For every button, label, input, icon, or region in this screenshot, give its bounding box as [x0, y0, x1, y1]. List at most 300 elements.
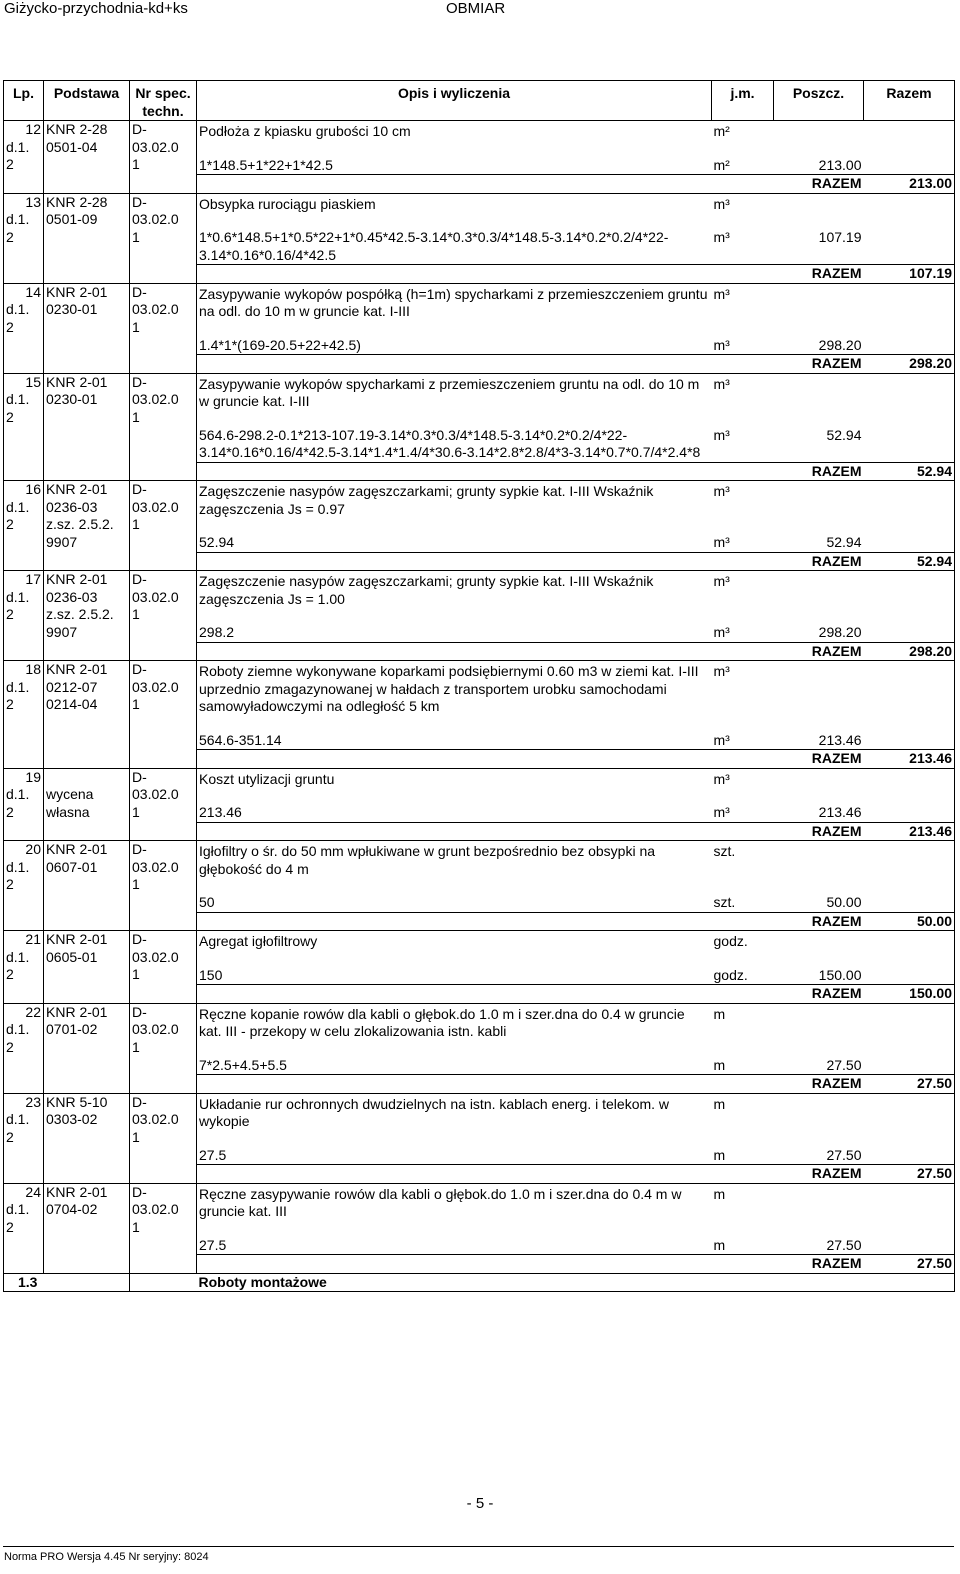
item-lp-number: 15	[25, 373, 41, 390]
item-row	[4, 481, 955, 535]
empty-cell	[197, 462, 712, 480]
calc-poszcz: 213.00	[818, 156, 862, 173]
calc-unit: m²	[713, 156, 730, 173]
empty-cell	[197, 985, 712, 1003]
podstawa-line: 0701-02	[46, 1021, 98, 1037]
empty-cell	[774, 193, 864, 229]
nr-spec-line: 03.02.0	[132, 1021, 179, 1037]
item-lp-number: 22	[25, 1003, 41, 1020]
empty-cell	[712, 642, 774, 660]
item-nr-spec	[130, 283, 197, 373]
item-podstawa	[44, 481, 130, 571]
item-calculation: 298.2	[199, 624, 235, 640]
nr-spec-line: 1	[132, 228, 140, 245]
item-row	[4, 841, 955, 895]
calc-poszcz: 298.20	[818, 624, 862, 640]
podstawa-line: 0303-02	[46, 1111, 98, 1127]
empty-cell	[197, 552, 712, 570]
empty-cell	[712, 912, 774, 930]
podstawa-line: KNR 2-01	[46, 481, 108, 497]
item-nr-spec	[130, 931, 197, 1003]
item-description: Ręczne kopanie rowów dla kabli o głębok.do 1.0 m i szer.dna do 0.4 w gruncie kat. III - przekopy w celu zlokalizowania istn. kabli	[199, 1005, 685, 1039]
podstawa-line: KNR 2-01	[46, 283, 108, 300]
razem-label: RAZEM	[774, 1255, 864, 1273]
podstawa-line: KNR 2-01	[46, 661, 108, 677]
empty-cell	[864, 661, 955, 732]
item-row	[4, 661, 955, 732]
item-podstawa	[44, 931, 130, 1003]
item-lp-sub2: 2	[6, 1128, 14, 1145]
item-lp-sub2: 2	[6, 318, 14, 335]
item-calculation: 150	[199, 966, 223, 983]
item-lp	[4, 768, 44, 840]
item-calculation: 1*0.6*148.5+1*0.5*22+1*0.45*42.5-3.14*0.3*0.3/4*148.5-3.14*0.2*0.2/4*22-3.14*0.16*0.16/4*42.5	[199, 229, 669, 263]
item-podstawa	[44, 193, 130, 283]
calc-unit: m³	[713, 534, 730, 550]
empty-cell	[864, 804, 955, 822]
calc-unit: m	[713, 1146, 726, 1163]
empty-cell	[712, 750, 774, 768]
podstawa-line: 0214-04	[46, 696, 98, 712]
podstawa-line: KNR 2-28	[46, 121, 108, 137]
calc-unit: m	[713, 1056, 726, 1073]
item-calculation: 7*2.5+4.5+5.5	[199, 1056, 287, 1073]
item-lp-number: 14	[25, 283, 41, 300]
item-lp-sub2: 2	[6, 696, 14, 712]
item-unit: m³	[713, 285, 730, 302]
footer-text: Norma PRO Wersja 4.45 Nr seryjny: 8024	[4, 1551, 209, 1563]
nr-spec-line: D-	[132, 373, 147, 390]
podstawa-line: 0605-01	[46, 948, 98, 965]
podstawa-line: własna	[46, 803, 90, 820]
podstawa-line: 0236-03	[46, 498, 98, 515]
item-lp-sub: d.1.	[6, 1021, 30, 1037]
podstawa-line: KNR 2-01	[46, 931, 108, 947]
podstawa-line: KNR 2-28	[46, 193, 108, 210]
empty-cell	[197, 750, 712, 768]
podstawa-line: z.sz. 2.5.2.	[46, 516, 114, 532]
empty-cell	[864, 229, 955, 265]
calc-poszcz: 27.50	[826, 1236, 862, 1253]
podstawa-line: KNR 2-01	[46, 1003, 108, 1020]
empty-cell	[864, 481, 955, 535]
col-opis: Opis i wyliczenia	[197, 81, 712, 121]
item-lp-sub: d.1.	[6, 391, 30, 407]
item-lp-sub: d.1.	[6, 211, 30, 227]
item-nr-spec	[130, 1003, 197, 1093]
item-lp-number: 13	[25, 193, 41, 210]
item-lp-sub: d.1.	[6, 678, 30, 695]
empty-cell	[864, 534, 955, 552]
item-description: Zasypywanie wykopów spycharkami z przemieszczeniem gruntu na odl. do 10 m w gruncie kat. I-III	[199, 375, 700, 409]
item-lp-sub2: 2	[6, 1038, 14, 1055]
item-podstawa	[44, 1003, 130, 1093]
item-nr-spec	[130, 661, 197, 768]
empty-cell	[712, 1075, 774, 1093]
item-podstawa	[44, 121, 130, 193]
item-podstawa	[44, 661, 130, 768]
item-lp	[4, 193, 44, 283]
item-nr-spec	[130, 121, 197, 193]
file-title: Giżycko-przychodnia-kd+ks	[4, 0, 188, 17]
empty-cell	[712, 822, 774, 840]
item-unit: szt.	[713, 843, 736, 859]
item-nr-spec	[130, 841, 197, 931]
item-description: Agregat igłofiltrowy	[199, 933, 318, 949]
nr-spec-line: 03.02.0	[132, 858, 179, 875]
razem-value: 27.50	[864, 1255, 955, 1273]
item-lp-sub: d.1.	[6, 498, 30, 515]
item-description: Zagęszczenie nasypów zagęszczarkami; grunty sypkie kat. I-III Wskaźnik zagęszczenia Js = 0.97	[199, 483, 654, 517]
nr-spec-line: 1	[132, 606, 140, 622]
section-row	[4, 1273, 955, 1292]
item-lp-sub: d.1.	[6, 858, 30, 875]
item-unit: m³	[713, 483, 730, 499]
empty-cell	[712, 985, 774, 1003]
nr-spec-line: D-	[132, 1183, 147, 1200]
item-lp	[4, 571, 44, 661]
item-unit: m³	[713, 375, 730, 392]
nr-spec-line: 1	[132, 1038, 140, 1055]
empty-cell	[197, 1075, 712, 1093]
empty-cell	[197, 642, 712, 660]
empty-cell	[712, 1165, 774, 1183]
page-number: - 5 -	[466, 1495, 494, 1512]
podstawa-line: 0212-07	[46, 678, 98, 695]
empty-cell	[197, 1165, 712, 1183]
item-lp-sub2: 2	[6, 606, 14, 622]
calc-unit: godz.	[713, 966, 748, 983]
podstawa-line: wycena	[46, 786, 94, 802]
item-lp-number: 18	[25, 661, 41, 677]
nr-spec-line: 03.02.0	[132, 211, 179, 227]
section-number: 1.3	[4, 1273, 130, 1292]
item-row	[4, 193, 955, 229]
empty-cell	[864, 571, 955, 625]
item-description: Roboty ziemne wykonywane koparkami podsiębiernymi 0.60 m3 w ziemi kat. I-III uprzednio zmagazynowanej w hałdach z transportem urobku samochodami samowyładowczymi na odległość 5 km	[199, 663, 699, 714]
razem-label: RAZEM	[774, 642, 864, 660]
empty-cell	[774, 768, 864, 804]
item-lp	[4, 121, 44, 193]
nr-spec-line: 03.02.0	[132, 391, 179, 407]
nr-spec-line: 03.02.0	[132, 1201, 179, 1217]
podstawa-line: 0607-01	[46, 858, 98, 875]
item-row	[4, 121, 955, 157]
item-nr-spec	[130, 768, 197, 840]
calc-unit: m³	[713, 336, 730, 353]
razem-value: 213.00	[864, 175, 955, 193]
razem-value: 52.94	[864, 552, 955, 570]
item-lp-sub2: 2	[6, 803, 14, 820]
item-row	[4, 1183, 955, 1237]
empty-cell	[774, 1093, 864, 1147]
empty-cell	[197, 912, 712, 930]
item-calculation: 52.94	[199, 534, 235, 550]
item-unit: m³	[713, 663, 730, 679]
nr-spec-line: 1	[132, 696, 140, 712]
item-description: Układanie rur ochronnych dwudzielnych na istn. kablach energ. i telekom. w wykopie	[199, 1095, 670, 1129]
empty-cell	[864, 732, 955, 750]
empty-cell	[864, 841, 955, 895]
nr-spec-line: 1	[132, 318, 140, 335]
podstawa-line: 9907	[46, 533, 78, 550]
footer-divider	[3, 1546, 954, 1547]
nr-spec-line: D-	[132, 661, 147, 677]
calc-poszcz: 150.00	[818, 966, 862, 983]
item-calculation: 27.5	[199, 1146, 227, 1163]
item-description: Podłoża z kpiasku grubości 10 cm	[199, 123, 411, 139]
item-podstawa	[44, 283, 130, 373]
item-row	[4, 931, 955, 967]
item-nr-spec	[130, 373, 197, 480]
item-calculation: 27.5	[199, 1236, 227, 1253]
podstawa-line	[46, 769, 127, 787]
empty-cell	[774, 481, 864, 535]
item-nr-spec	[130, 481, 197, 571]
nr-spec-line: D-	[132, 768, 147, 785]
item-lp-number: 17	[25, 571, 41, 587]
item-lp-number: 24	[25, 1183, 41, 1200]
item-unit: m	[713, 1095, 726, 1112]
razem-value: 213.46	[864, 750, 955, 768]
calc-unit: m	[713, 1236, 726, 1253]
item-nr-spec	[130, 1183, 197, 1273]
item-unit: m³	[713, 573, 730, 589]
item-description: Igłofiltry o śr. do 50 mm wpłukiwane w grunt bezpośrednio bez obsypki na głębokość do 4 m	[199, 843, 656, 877]
item-calculation: 213.46	[199, 804, 242, 820]
razem-label: RAZEM	[774, 750, 864, 768]
calc-poszcz: 27.50	[826, 1056, 862, 1073]
podstawa-line: 0501-04	[46, 138, 98, 155]
item-nr-spec	[130, 571, 197, 661]
empty-cell	[197, 1255, 712, 1273]
item-unit: m³	[713, 195, 730, 212]
nr-spec-line: 03.02.0	[132, 301, 179, 317]
empty-cell	[864, 157, 955, 175]
item-lp	[4, 1183, 44, 1273]
calc-unit: m³	[713, 229, 730, 245]
item-row	[4, 1093, 955, 1147]
item-lp	[4, 283, 44, 373]
item-podstawa	[44, 571, 130, 661]
podstawa-line: KNR 2-01	[46, 841, 108, 857]
empty-cell	[864, 1147, 955, 1165]
razem-value: 298.20	[864, 642, 955, 660]
podstawa-line: KNR 2-01	[46, 571, 108, 587]
empty-cell	[130, 1273, 197, 1292]
empty-cell	[864, 624, 955, 642]
item-lp-sub2: 2	[6, 876, 14, 892]
podstawa-line: KNR 2-01	[46, 1183, 108, 1200]
razem-value: 298.20	[864, 355, 955, 373]
empty-cell	[197, 265, 712, 283]
razem-value: 107.19	[864, 265, 955, 283]
empty-cell	[864, 768, 955, 804]
razem-label: RAZEM	[774, 462, 864, 480]
nr-spec-line: 03.02.0	[132, 678, 179, 695]
calc-poszcz: 27.50	[826, 1146, 862, 1163]
col-razem: Razem	[864, 81, 955, 121]
razem-label: RAZEM	[774, 1165, 864, 1183]
nr-spec-line: 1	[132, 1128, 140, 1145]
nr-spec-line: 1	[132, 516, 140, 532]
item-lp-sub: d.1.	[6, 948, 30, 965]
nr-spec-line: 03.02.0	[132, 786, 179, 802]
podstawa-line: KNR 2-01	[46, 373, 108, 390]
item-lp-sub: d.1.	[6, 588, 30, 605]
nr-spec-line: 03.02.0	[132, 498, 179, 515]
col-podstawa: Podstawa	[44, 81, 130, 121]
nr-spec-line: 1	[132, 1218, 140, 1235]
item-row	[4, 283, 955, 337]
item-row	[4, 768, 955, 804]
podstawa-line: 0704-02	[46, 1201, 98, 1217]
empty-cell	[712, 1255, 774, 1273]
nr-spec-line: D-	[132, 931, 147, 947]
nr-spec-line: D-	[132, 121, 147, 137]
empty-cell	[864, 1237, 955, 1255]
empty-cell	[712, 462, 774, 480]
item-description: Obsypka rurociągu piaskiem	[199, 195, 376, 212]
empty-cell	[864, 121, 955, 157]
calc-poszcz: 52.94	[826, 534, 862, 550]
empty-cell	[774, 841, 864, 895]
table-header	[4, 81, 955, 121]
empty-cell	[197, 822, 712, 840]
item-lp-number: 21	[25, 931, 41, 947]
item-podstawa	[44, 841, 130, 931]
item-lp-number: 19	[25, 768, 41, 785]
podstawa-line: 9907	[46, 623, 78, 640]
podstawa-line: 0501-09	[46, 211, 98, 227]
item-lp-sub2: 2	[6, 1218, 14, 1235]
section-title: Roboty montażowe	[197, 1273, 955, 1292]
empty-cell	[864, 193, 955, 229]
item-calculation: 564.6-298.2-0.1*213-107.19-3.14*0.3*0.3/4*148.5-3.14*0.2*0.2/4*22-3.14*0.16*0.16/4*42.5-3.14*1.4*1.4/4*30.6-3.14*2.8*2.8/4*3-3.14*0.7*0.7/4*2.4*8	[199, 426, 701, 460]
item-lp-sub2: 2	[6, 516, 14, 532]
empty-cell	[864, 427, 955, 463]
empty-cell	[864, 373, 955, 427]
empty-cell	[712, 355, 774, 373]
empty-cell	[864, 967, 955, 985]
nr-spec-line: D-	[132, 1003, 147, 1020]
nr-spec-line: D-	[132, 1093, 147, 1110]
razem-label: RAZEM	[774, 552, 864, 570]
razem-value: 150.00	[864, 985, 955, 1003]
razem-value: 27.50	[864, 1165, 955, 1183]
podstawa-line: 0230-01	[46, 391, 98, 407]
item-podstawa	[44, 1183, 130, 1273]
nr-spec-line: 03.02.0	[132, 138, 179, 155]
empty-cell	[774, 931, 864, 967]
item-lp-sub: d.1.	[6, 1201, 30, 1217]
item-calculation: 50	[199, 894, 215, 910]
calc-poszcz: 50.00	[826, 894, 862, 910]
item-row	[4, 571, 955, 625]
item-nr-spec	[130, 193, 197, 283]
empty-cell	[197, 355, 712, 373]
podstawa-line: 0236-03	[46, 588, 98, 605]
item-lp	[4, 661, 44, 768]
item-lp	[4, 1003, 44, 1093]
razem-label: RAZEM	[774, 355, 864, 373]
item-podstawa	[44, 1093, 130, 1183]
item-unit: godz.	[713, 933, 748, 949]
empty-cell	[774, 571, 864, 625]
item-calculation: 1.4*1*(169-20.5+22+42.5)	[199, 336, 361, 353]
razem-value: 27.50	[864, 1075, 955, 1093]
item-unit: m	[713, 1005, 726, 1022]
empty-cell	[864, 337, 955, 355]
razem-label: RAZEM	[774, 1075, 864, 1093]
col-nr-spec: Nr spec. techn.	[130, 81, 197, 121]
item-lp-sub2: 2	[6, 156, 14, 172]
nr-spec-line: 1	[132, 408, 140, 425]
nr-spec-line: 03.02.0	[132, 1111, 179, 1127]
razem-label: RAZEM	[774, 912, 864, 930]
empty-cell	[774, 373, 864, 427]
empty-cell	[864, 1057, 955, 1075]
nr-spec-line: 1	[132, 156, 140, 172]
nr-spec-line: 03.02.0	[132, 588, 179, 605]
item-lp-sub2: 2	[6, 966, 14, 982]
razem-value: 52.94	[864, 462, 955, 480]
podstawa-line: z.sz. 2.5.2.	[46, 606, 114, 622]
obmiar-table	[3, 80, 955, 1292]
item-description: Koszt utylizacji gruntu	[199, 770, 335, 787]
empty-cell	[864, 283, 955, 337]
item-podstawa	[44, 768, 130, 840]
empty-cell	[774, 283, 864, 337]
item-lp-sub2: 2	[6, 408, 14, 425]
item-podstawa	[44, 373, 130, 480]
empty-cell	[774, 1003, 864, 1057]
empty-cell	[197, 175, 712, 193]
item-lp-sub: d.1.	[6, 138, 30, 155]
empty-cell	[864, 931, 955, 967]
item-lp-sub: d.1.	[6, 786, 30, 802]
empty-cell	[864, 1093, 955, 1147]
item-lp	[4, 1093, 44, 1183]
razem-label: RAZEM	[774, 175, 864, 193]
item-lp	[4, 481, 44, 571]
razem-label: RAZEM	[774, 985, 864, 1003]
item-lp-number: 23	[25, 1093, 41, 1110]
empty-cell	[864, 894, 955, 912]
nr-spec-line: 1	[132, 966, 140, 982]
calc-poszcz: 52.94	[826, 426, 862, 443]
calc-poszcz: 213.46	[818, 804, 862, 820]
podstawa-line: KNR 5-10	[46, 1093, 108, 1110]
nr-spec-line: D-	[132, 283, 147, 300]
empty-cell	[712, 265, 774, 283]
item-calculation: 564.6-351.14	[199, 731, 282, 748]
calc-unit: szt.	[713, 894, 736, 910]
razem-label: RAZEM	[774, 265, 864, 283]
item-lp	[4, 373, 44, 480]
item-unit: m³	[713, 770, 730, 787]
nr-spec-line: D-	[132, 841, 147, 857]
item-lp	[4, 841, 44, 931]
calc-poszcz: 107.19	[818, 229, 862, 245]
col-jm: j.m.	[712, 81, 774, 121]
item-lp-number: 16	[25, 481, 41, 497]
calc-unit: m³	[713, 804, 730, 820]
empty-cell	[712, 175, 774, 193]
item-description: Zagęszczenie nasypów zagęszczarkami; grunty sypkie kat. I-III Wskaźnik zagęszczenia Js = 1.00	[199, 573, 654, 607]
nr-spec-line: 03.02.0	[132, 948, 179, 965]
calc-unit: m³	[713, 426, 730, 443]
